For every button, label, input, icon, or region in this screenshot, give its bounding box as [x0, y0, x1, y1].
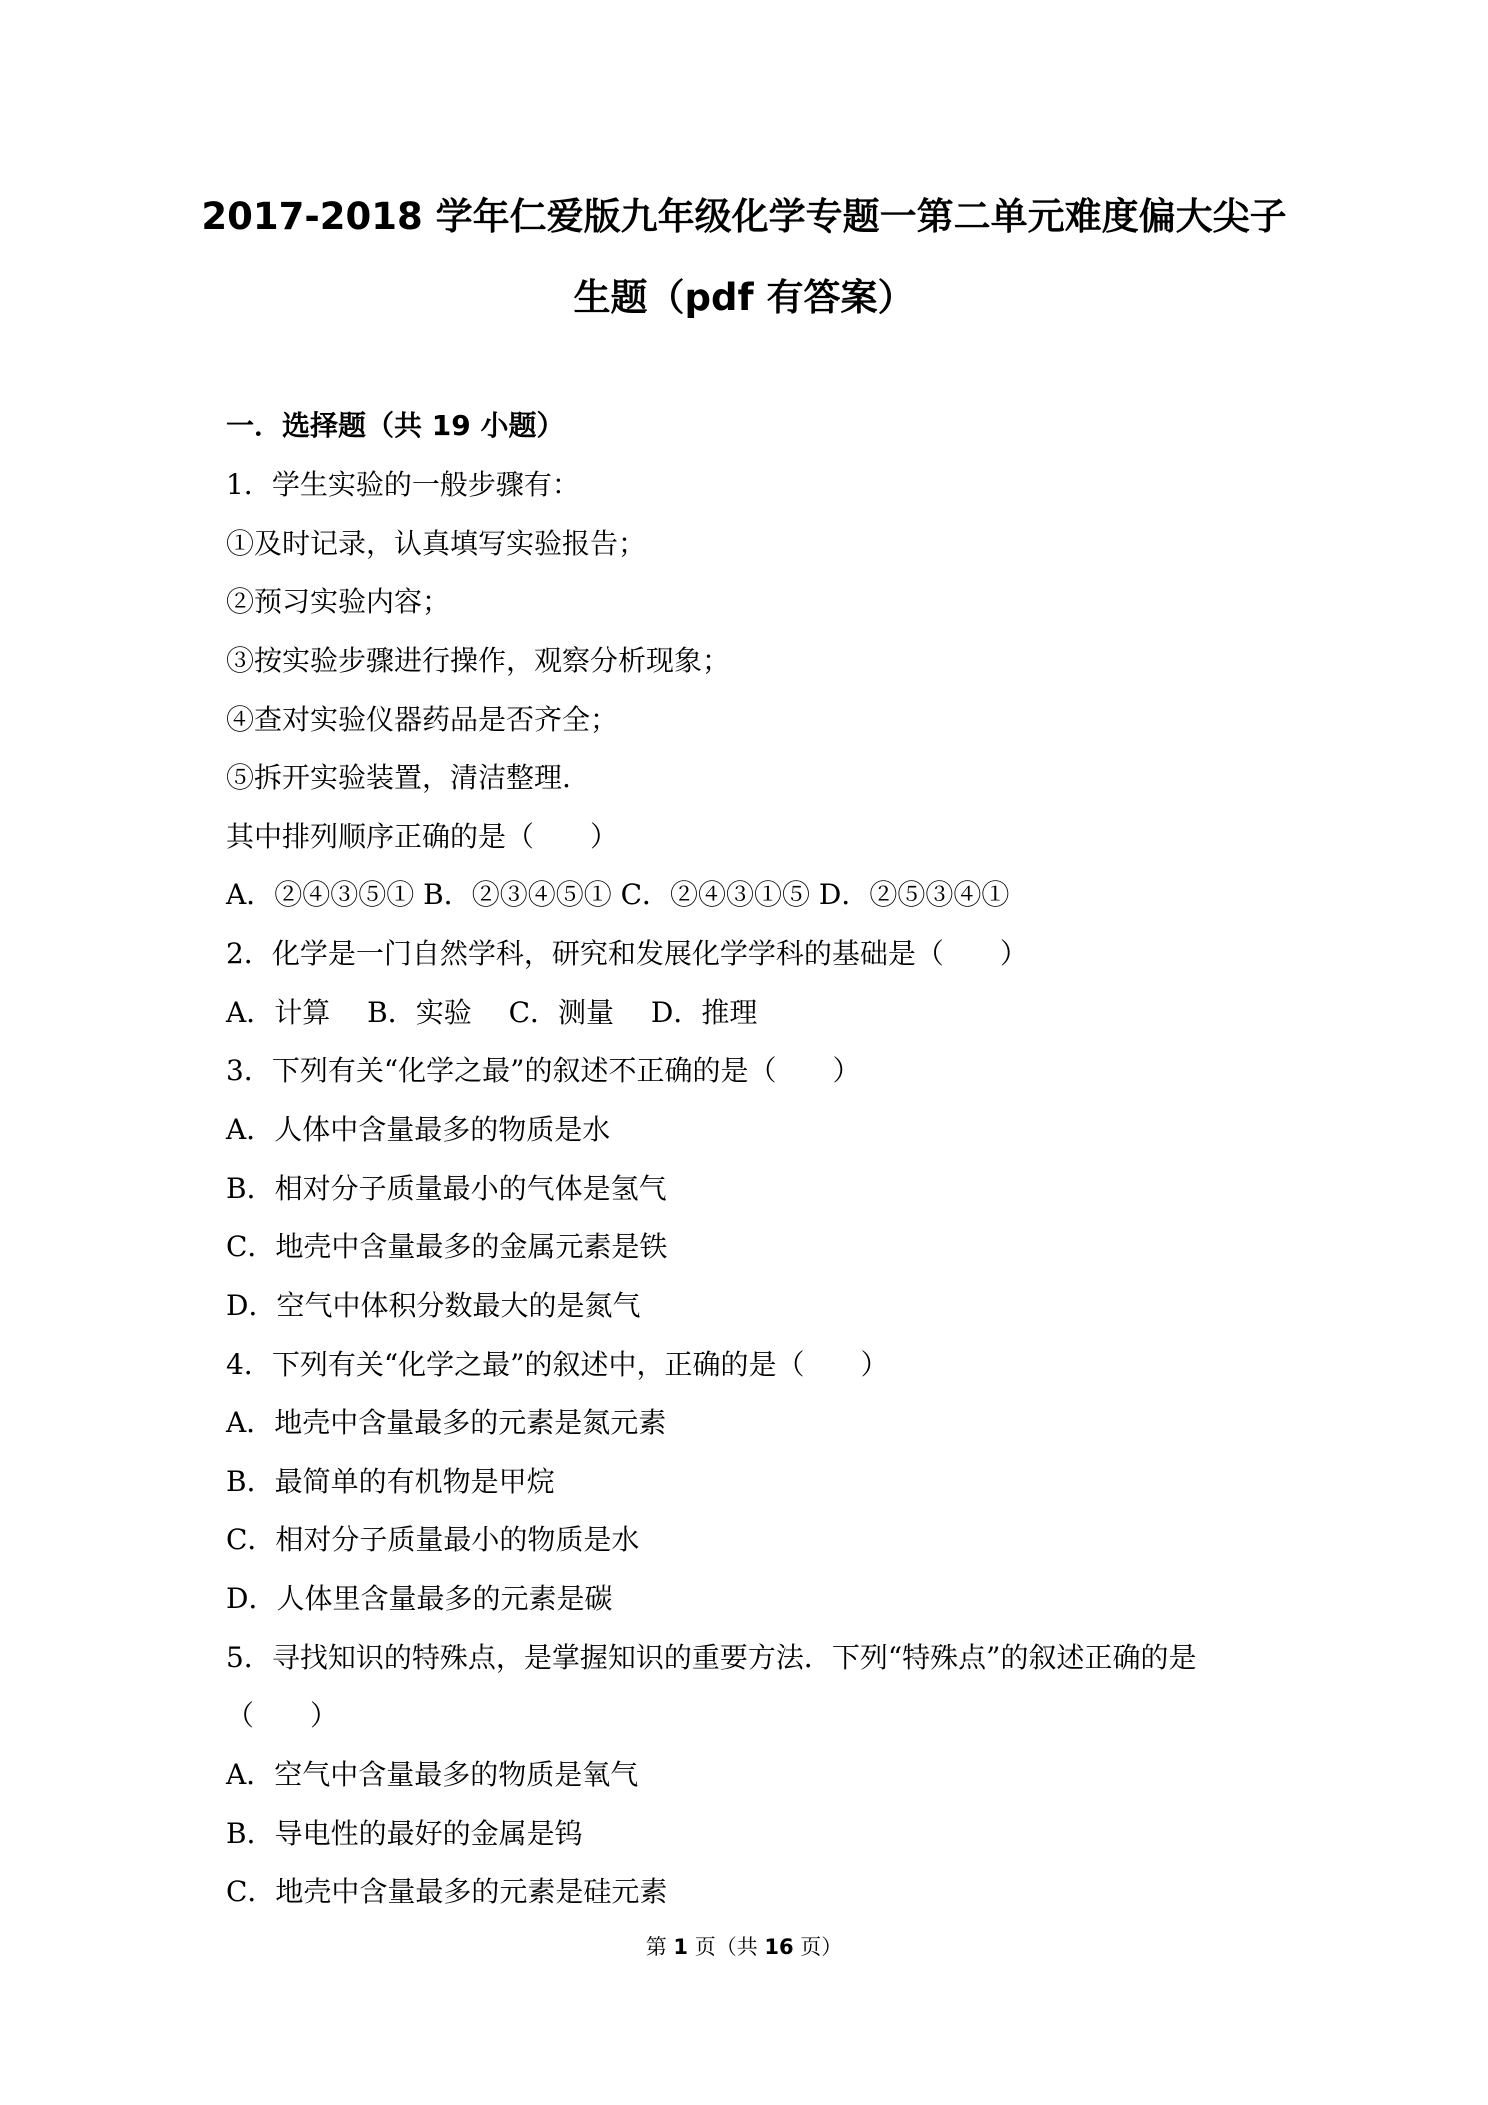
question-1-prompt: 其中排列顺序正确的是（ ） — [226, 820, 619, 853]
question-1-step-1: ①及时记录，认真填写实验报告； — [226, 527, 647, 560]
question-2-stem: 2．化学是一门自然学科，研究和发展化学学科的基础是（ ） — [226, 937, 1028, 970]
question-2-options: A．计算 B．实验 C．测量 D．推理 — [226, 996, 758, 1029]
question-1-step-4: ④查对实验仪器药品是否齐全； — [226, 703, 619, 736]
question-1-step-3: ③按实验步骤进行操作，观察分析现象； — [226, 644, 731, 677]
question-3-option-a: A．人体中含量最多的物质是水 — [226, 1113, 611, 1146]
question-5-stem: 5．寻找知识的特殊点，是掌握知识的重要方法．下列“特殊点”的叙述正确的是 — [226, 1641, 1197, 1674]
question-1-stem: 1．学生实验的一般步骤有： — [226, 468, 580, 501]
question-5-option-c: C．地壳中含量最多的元素是硅元素 — [226, 1875, 668, 1908]
section-heading: 一．选择题（共 19 小题） — [226, 409, 565, 442]
footer-middle: 页（共 — [688, 1935, 765, 1959]
question-4-option-d: D．人体里含量最多的元素是碳 — [226, 1582, 613, 1615]
question-1-step-2: ②预习实验内容； — [226, 585, 451, 618]
footer-suffix: 页） — [793, 1935, 843, 1959]
question-3-stem: 3．下列有关“化学之最”的叙述不正确的是（ ） — [226, 1054, 861, 1087]
document-title-line-1: 2017-2018 学年仁爱版九年级化学专题一第二单元难度偏大尖子 — [201, 195, 1287, 238]
question-5-option-a: A．空气中含量最多的物质是氧气 — [226, 1758, 639, 1791]
question-3-option-b: B．相对分子质量最小的气体是氢气 — [226, 1172, 667, 1205]
question-3-option-d: D．空气中体积分数最大的是氮气 — [226, 1289, 641, 1322]
page-footer — [0, 1934, 1488, 1960]
question-4-stem: 4．下列有关“化学之最”的叙述中，正确的是（ ） — [226, 1348, 889, 1381]
footer-prefix: 第 — [645, 1935, 674, 1959]
question-4-option-c: C．相对分子质量最小的物质是水 — [226, 1523, 640, 1556]
document-title-line-2: 生题（pdf 有答案） — [573, 276, 915, 319]
question-5-blank: （ ） — [226, 1699, 339, 1732]
question-3-option-c: C．地壳中含量最多的金属元素是铁 — [226, 1230, 668, 1263]
question-4-option-a: A．地壳中含量最多的元素是氮元素 — [226, 1406, 667, 1439]
question-1-options: A．②④③⑤① B．②③④⑤① C．②④③①⑤ D．②⑤③④① — [226, 878, 1010, 911]
question-4-option-b: B．最简单的有机物是甲烷 — [226, 1465, 555, 1498]
footer-page-number: 1 — [673, 1935, 689, 1959]
footer-total-pages: 16 — [764, 1935, 794, 1959]
question-1-step-5: ⑤拆开实验装置，清洁整理. — [226, 761, 571, 794]
question-5-option-b: B．导电性的最好的金属是钨 — [226, 1817, 583, 1850]
